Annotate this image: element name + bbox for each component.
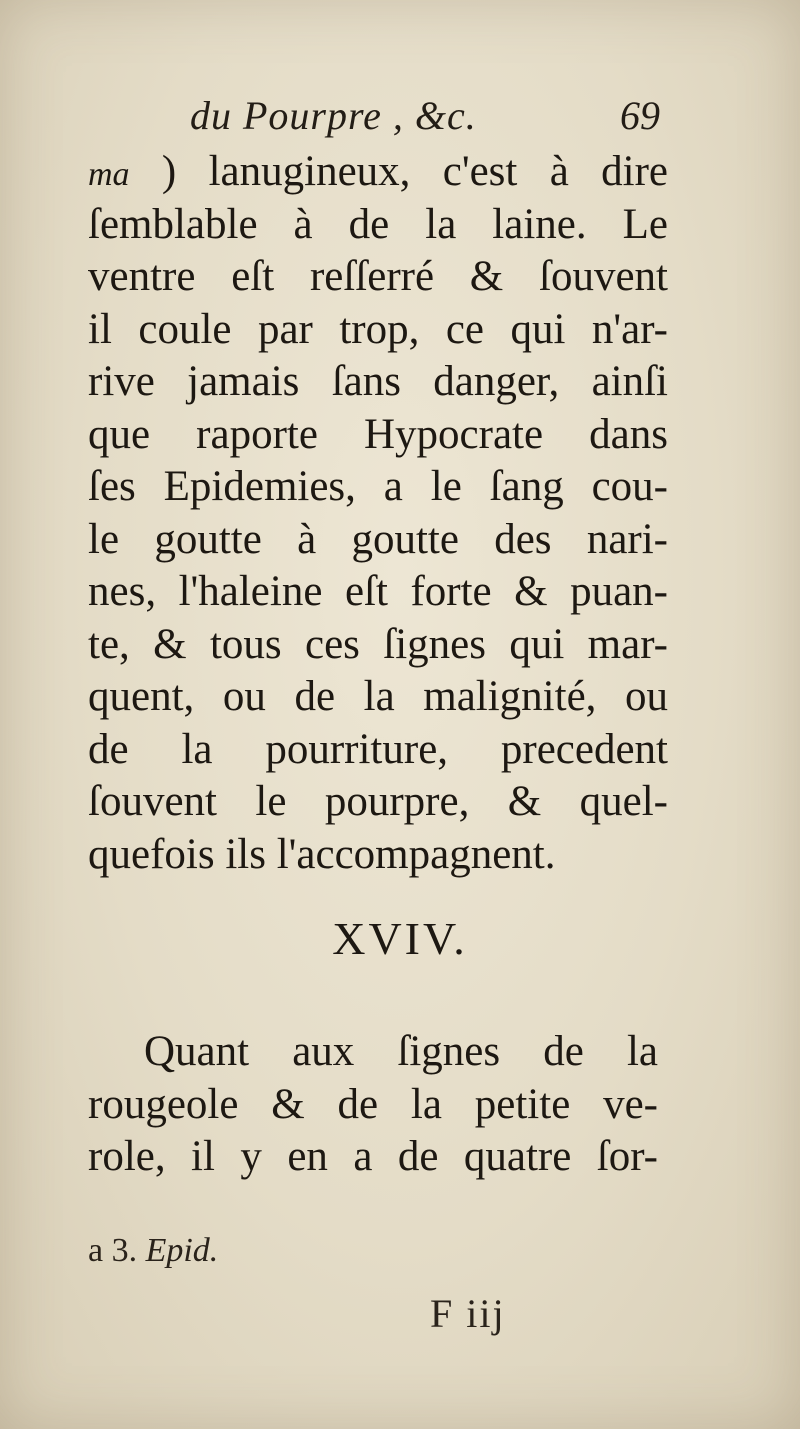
page-number: 69 xyxy=(620,93,660,138)
text-line: ſouvent le pourpre, & quel- xyxy=(88,778,668,825)
footnote xyxy=(88,1232,218,1270)
text-line: rive jamais ſans danger, ainſi xyxy=(88,358,668,405)
text-line: ventre eſt reſſerré & ſouvent xyxy=(88,253,668,300)
text-line: quent, ou de la malignité, ou xyxy=(88,673,668,720)
text-line: Quant aux ſignes de la xyxy=(144,1028,658,1075)
page-header xyxy=(190,92,660,152)
text-line: te, & tous ces ſignes qui mar- xyxy=(88,620,668,668)
text-line: ſemblable à de la laine. Le xyxy=(88,200,668,248)
text-line xyxy=(88,146,668,199)
text-line: rougeole & de la petite ve- xyxy=(88,1080,658,1128)
paragraph-1 xyxy=(88,146,668,881)
text-line: que raporte Hypocrate dans xyxy=(88,410,668,458)
text-line: de la pourriture, precedent xyxy=(88,725,668,773)
text-line: ſes Epidemies, a le ſang cou- xyxy=(88,463,668,510)
text-line: il coule par trop, ce qui n'ar- xyxy=(88,305,668,353)
text-line: role, il y en a de quatre ſor- xyxy=(88,1133,658,1180)
text-line: quefois ils l'accompagnent. xyxy=(88,830,556,878)
signature-mark: F iij xyxy=(430,1291,506,1336)
footnote-text: Epid. xyxy=(145,1232,219,1269)
footnote-marker: a 3. xyxy=(88,1232,138,1269)
text-line: le goutte à goutte des nari- xyxy=(88,515,668,563)
text-line: nes, l'haleine eſt forte & puan- xyxy=(88,568,668,615)
running-title: du Pourpre , &c. xyxy=(190,93,477,138)
section-heading: XVIV. xyxy=(332,913,468,964)
paragraph-2 xyxy=(88,1026,658,1184)
italic-word: ma xyxy=(88,156,130,193)
line-text: ) lanugineux, c'est à dire xyxy=(161,148,669,195)
